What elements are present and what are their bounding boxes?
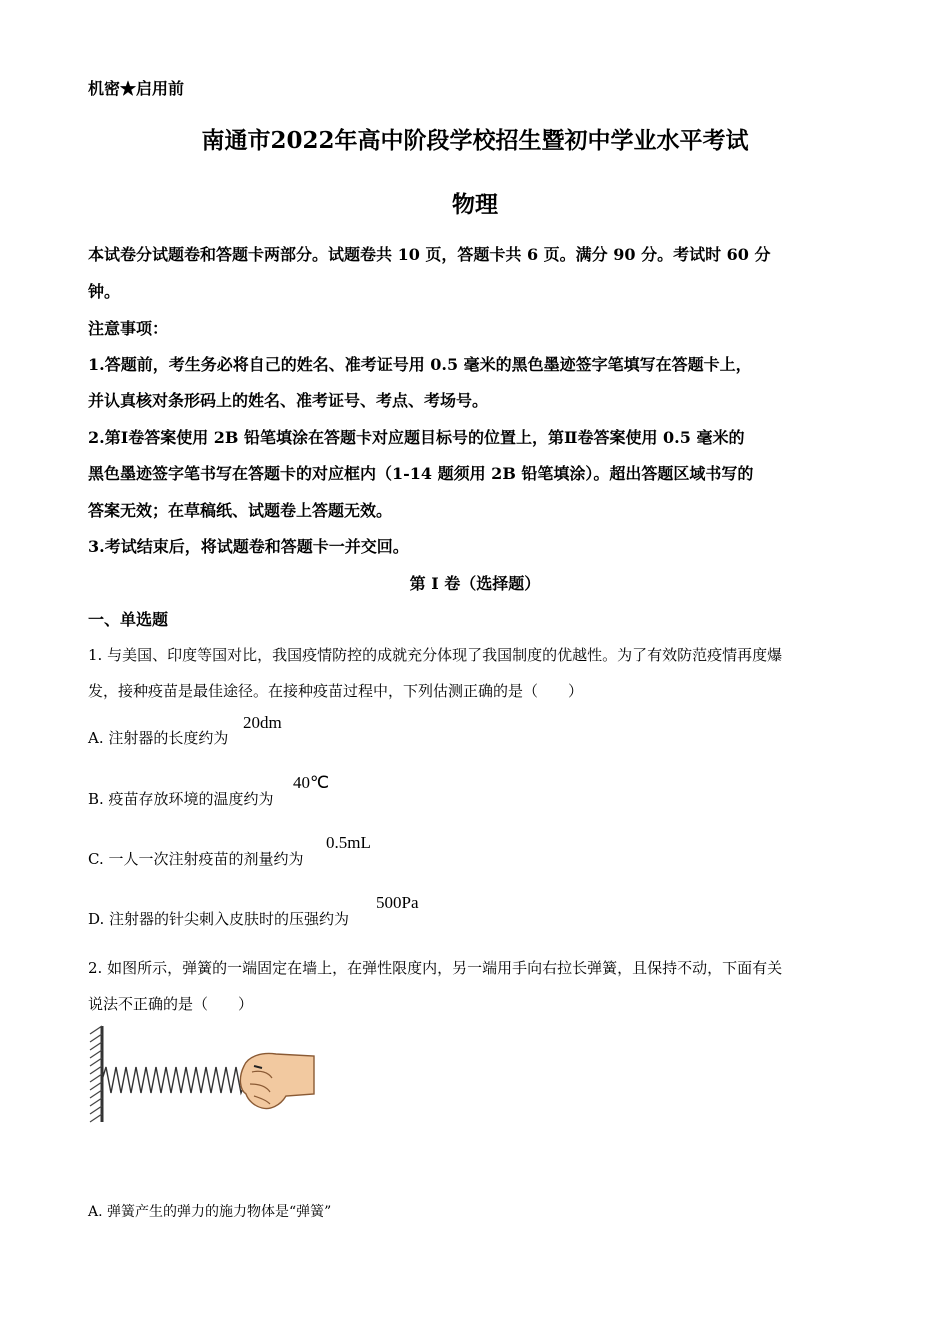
note-1-line-2: 并认真核对条形码上的姓名、准考证号、考点、考场号。 — [88, 391, 489, 410]
note-2-line-3: 答案无效；在草稿纸、试题卷上答题无效。 — [88, 501, 393, 520]
option-b-value: 40℃ — [293, 773, 330, 792]
note-2-line-2: 黑色墨迹签字笔书写在答题卡的对应框内（1-14 题须用 2B 铅笔填涂）。超出答题区域书写的 — [88, 464, 754, 483]
exam-title: 南通市2022年高中阶段学校招生暨初中学业水平考试 — [201, 127, 749, 154]
question-2-stem-line-1: 2. 如图所示，弹簧的一端固定在墙上，在弹性限度内，另一端用手向右拉长弹簧，且保持不动，下面有关 — [88, 959, 783, 977]
question-1-option-d — [88, 908, 349, 929]
question-type-title: 一、单选题 — [88, 610, 169, 629]
option-b-text: B. 疫苗存放环境的温度约为 — [88, 790, 274, 808]
option-d-text: D. 注射器的针尖刺入皮肤时的压强约为 — [88, 910, 350, 928]
note-2-line-1: 2.第Ⅰ卷答案使用 2B 铅笔填涂在答题卡对应题目标号的位置上，第Ⅱ卷答案使用 0.5 毫米的 — [88, 428, 745, 447]
question-1-option-b — [88, 788, 274, 809]
part-title: 第 I 卷（选择题） — [409, 574, 541, 593]
option-a-value: 20dm — [243, 713, 282, 732]
question-1-stem-line-1: 1. 与美国、印度等国对比，我国疫情防控的成就充分体现了我国制度的优越性。为了有效防范疫情再度爆 — [88, 646, 783, 664]
note-3: 3.考试结束后，将试题卷和答题卡一并交回。 — [88, 537, 409, 556]
question-2-option-a: A. 弹簧产生的弹力的施力物体是“弹簧” — [88, 1204, 332, 1220]
option-a-text: A. 注射器的长度约为 — [88, 729, 229, 747]
intro-line-1: 本试卷分试题卷和答题卡两部分。试题卷共 10 页，答题卡共 6 页。满分 90 分。考试时 60 分 — [88, 245, 771, 264]
confidential-label: 机密★启用前 — [88, 79, 185, 98]
spring-coil — [102, 1067, 246, 1093]
subject-title: 物理 — [452, 191, 498, 218]
notes-heading: 注意事项： — [88, 319, 169, 338]
question-2-stem-line-2: 说法不正确的是（ ） — [88, 995, 254, 1013]
question-1-option-a — [88, 727, 228, 748]
intro-line-2: 钟。 — [88, 282, 121, 301]
hand-icon — [240, 1054, 314, 1109]
question-1-stem-line-2: 发，接种疫苗是最佳途径。在接种疫苗过程中，下列估测正确的是（ ） — [88, 682, 584, 700]
question-1-option-c — [88, 848, 303, 869]
spring-wall-hand-figure — [86, 1022, 318, 1128]
option-c-text: C. 一人一次注射疫苗的剂量约为 — [88, 850, 304, 868]
note-1-line-1: 1.答题前，考生务必将自己的姓名、准考证号用 0.5 毫米的黑色墨迹签字笔填写在答题卡上， — [88, 355, 752, 374]
option-d-value: 500Pa — [376, 893, 419, 912]
wall-hatching — [90, 1026, 102, 1122]
option-c-value: 0.5mL — [326, 833, 371, 852]
